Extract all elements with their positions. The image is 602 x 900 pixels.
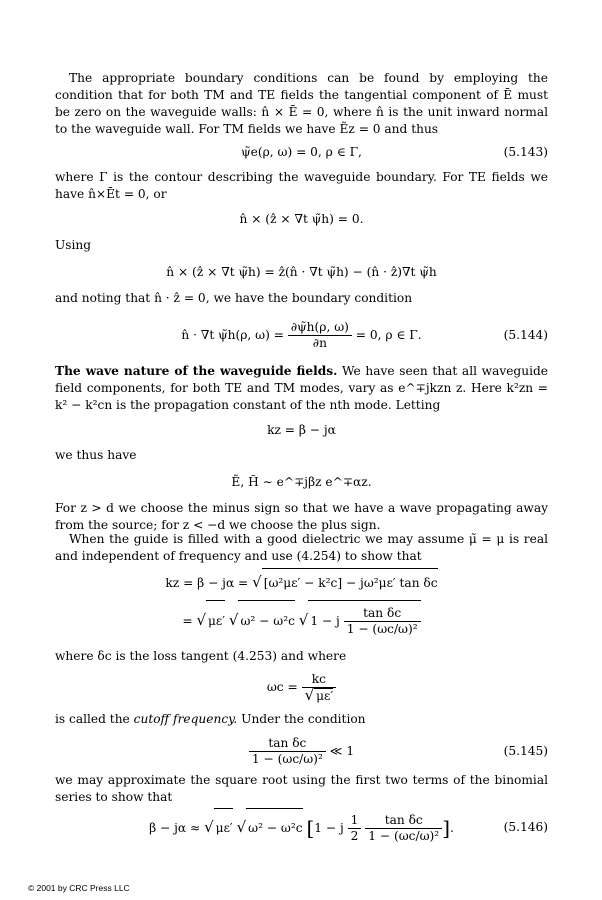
equation-te-condition [55, 207, 548, 231]
fraction-half: $\frac{1}{2}$ [348, 813, 362, 844]
fraction: $\frac{kc}{√ \mu\varepsilon'}$ [302, 672, 337, 704]
equation-5-145 [55, 733, 548, 769]
equation-vector-identity [55, 260, 548, 284]
emphasized-term: cutoff frequency. [133, 712, 238, 726]
equation-body: ψ̃e(ρ, ω) = 0, ρ ∈ Γ, [241, 145, 362, 159]
equation-body: n̂ × (ẑ × ∇t ψ̃h) = ẑ(n̂ · ∇t ψ̃h) − (n̂ · ẑ)∇t ψ̃h [166, 265, 437, 279]
equation-body: kz = β − jα [267, 423, 336, 437]
paragraph-sign-choice: For z > d we choose the minus sign so that we have a wave propagating away from the source; for z < −d we choose the plus sign. [55, 501, 548, 532]
paragraph-te-fields: where Γ is the contour describing the waveguide boundary. For TE fields we have n̂×Ēt = 0, or [55, 170, 548, 201]
sqrt-symbol: √ [252, 573, 262, 591]
equation-number: (5.143) [503, 145, 548, 159]
equation-5-143 [55, 140, 548, 164]
equation-fields-propagation [55, 470, 548, 494]
fraction: $\frac{\text{tan δc}}{\text{1 − (ωc/ω)²}}$ [249, 736, 326, 767]
equation-number: (5.146) [503, 820, 548, 834]
paragraph-boundary-conditions: The appropriate boundary conditions can be found by employing the condition that for both TM and TE fields the tangential component of Ē must be zero on the waveguide walls: n̂ × Ē = 0, where n̂ is the unit inward normal to the waveguide wall. For TM fields we have Ẽz = 0 and thus [55, 71, 548, 136]
equation-body: ωc = $\frac{kc}{√ \mu\varepsilon'}$ [267, 668, 336, 706]
paragraph-text: We have seen that all waveguide field components, for both TE and TM modes, vary as e^∓jkzn z. Here k²zn = k² − k²cn is the propagation constant of the nth mode. Letting [55, 364, 548, 412]
paragraph-binomial: we may approximate the square root using the first two terms of the binomial series to show that [55, 773, 548, 804]
equation-body: n̂ · ∇t ψ̃h(ρ, ω) = $\frac{\partial\psĩh(\rho, \omega)}{\partial n}$ = 0, ρ ∈ Γ. [181, 320, 422, 350]
equation-body: n̂ × (ẑ × ∇t ψ̃h) = 0. [239, 212, 364, 226]
equation-number: (5.144) [503, 328, 548, 342]
equation-5-144 [55, 318, 548, 352]
section-heading: The wave nature of the waveguide fields. [55, 364, 338, 378]
paragraph-loss-tangent: where δc is the loss tangent (4.253) and where [55, 649, 347, 663]
paragraph-cutoff-frequency: is called the cutoff frequency. Under the condition [55, 712, 366, 726]
equation-body: $\frac{\text{tan δc}}{\text{1 − (ωc/ω)²}}$ ≪ 1 [249, 733, 354, 769]
copyright-footer: © 2001 by CRC Press LLC [28, 883, 130, 893]
equation-body: = √ με′ √ ω² − ω²c √ 1 − j $\frac{\text{tan δc}}{\text{1 − (ωc/ω)²}}$ [182, 600, 420, 641]
equation-cutoff [55, 668, 548, 706]
paragraph-good-dielectric: When the guide is filled with a good dielectric we may assume μ̃ = μ is real and independent of frequency and use (4.254) to show that [55, 532, 548, 563]
fraction: $\frac{\text{tan δc}}{\text{1 − (ωc/ω)²}}$ [344, 606, 421, 637]
fraction: $\frac{\partial\psĩh(\rho, \omega)}{\partial n}$ [288, 320, 352, 351]
equation-body: Ẽ, H̃ ∼ e^∓jβz e^∓αz. [231, 475, 372, 489]
equation-kz [55, 418, 548, 442]
fraction: $\frac{\text{tan δc}}{\text{1 − (ωc/ω)²}}$ [365, 813, 442, 844]
paragraph-wave-nature [55, 363, 548, 414]
paragraph-we-thus-have: we thus have [55, 448, 137, 462]
paragraph-noting: and noting that n̂ · ẑ = 0, we have the boundary condition [55, 291, 413, 305]
paragraph-using: Using [55, 238, 92, 252]
equation-number: (5.145) [503, 744, 548, 758]
equation-kz-expansion-2 [55, 600, 548, 640]
equation-kz-expansion-1 [55, 568, 548, 596]
equation-body: kz = β − jα = √ [ω²με′ − k²c] − jω²με′ tan δc [165, 568, 437, 597]
equation-body: β − jα ≈ √ με′ √ ω² − ω²c [1 − j $\frac{1}{2}$ $\frac{\text{tan δc}}{\text{1 − (ωc/ω)²}}$ ]. [149, 808, 454, 847]
equation-5-146 [55, 808, 548, 846]
